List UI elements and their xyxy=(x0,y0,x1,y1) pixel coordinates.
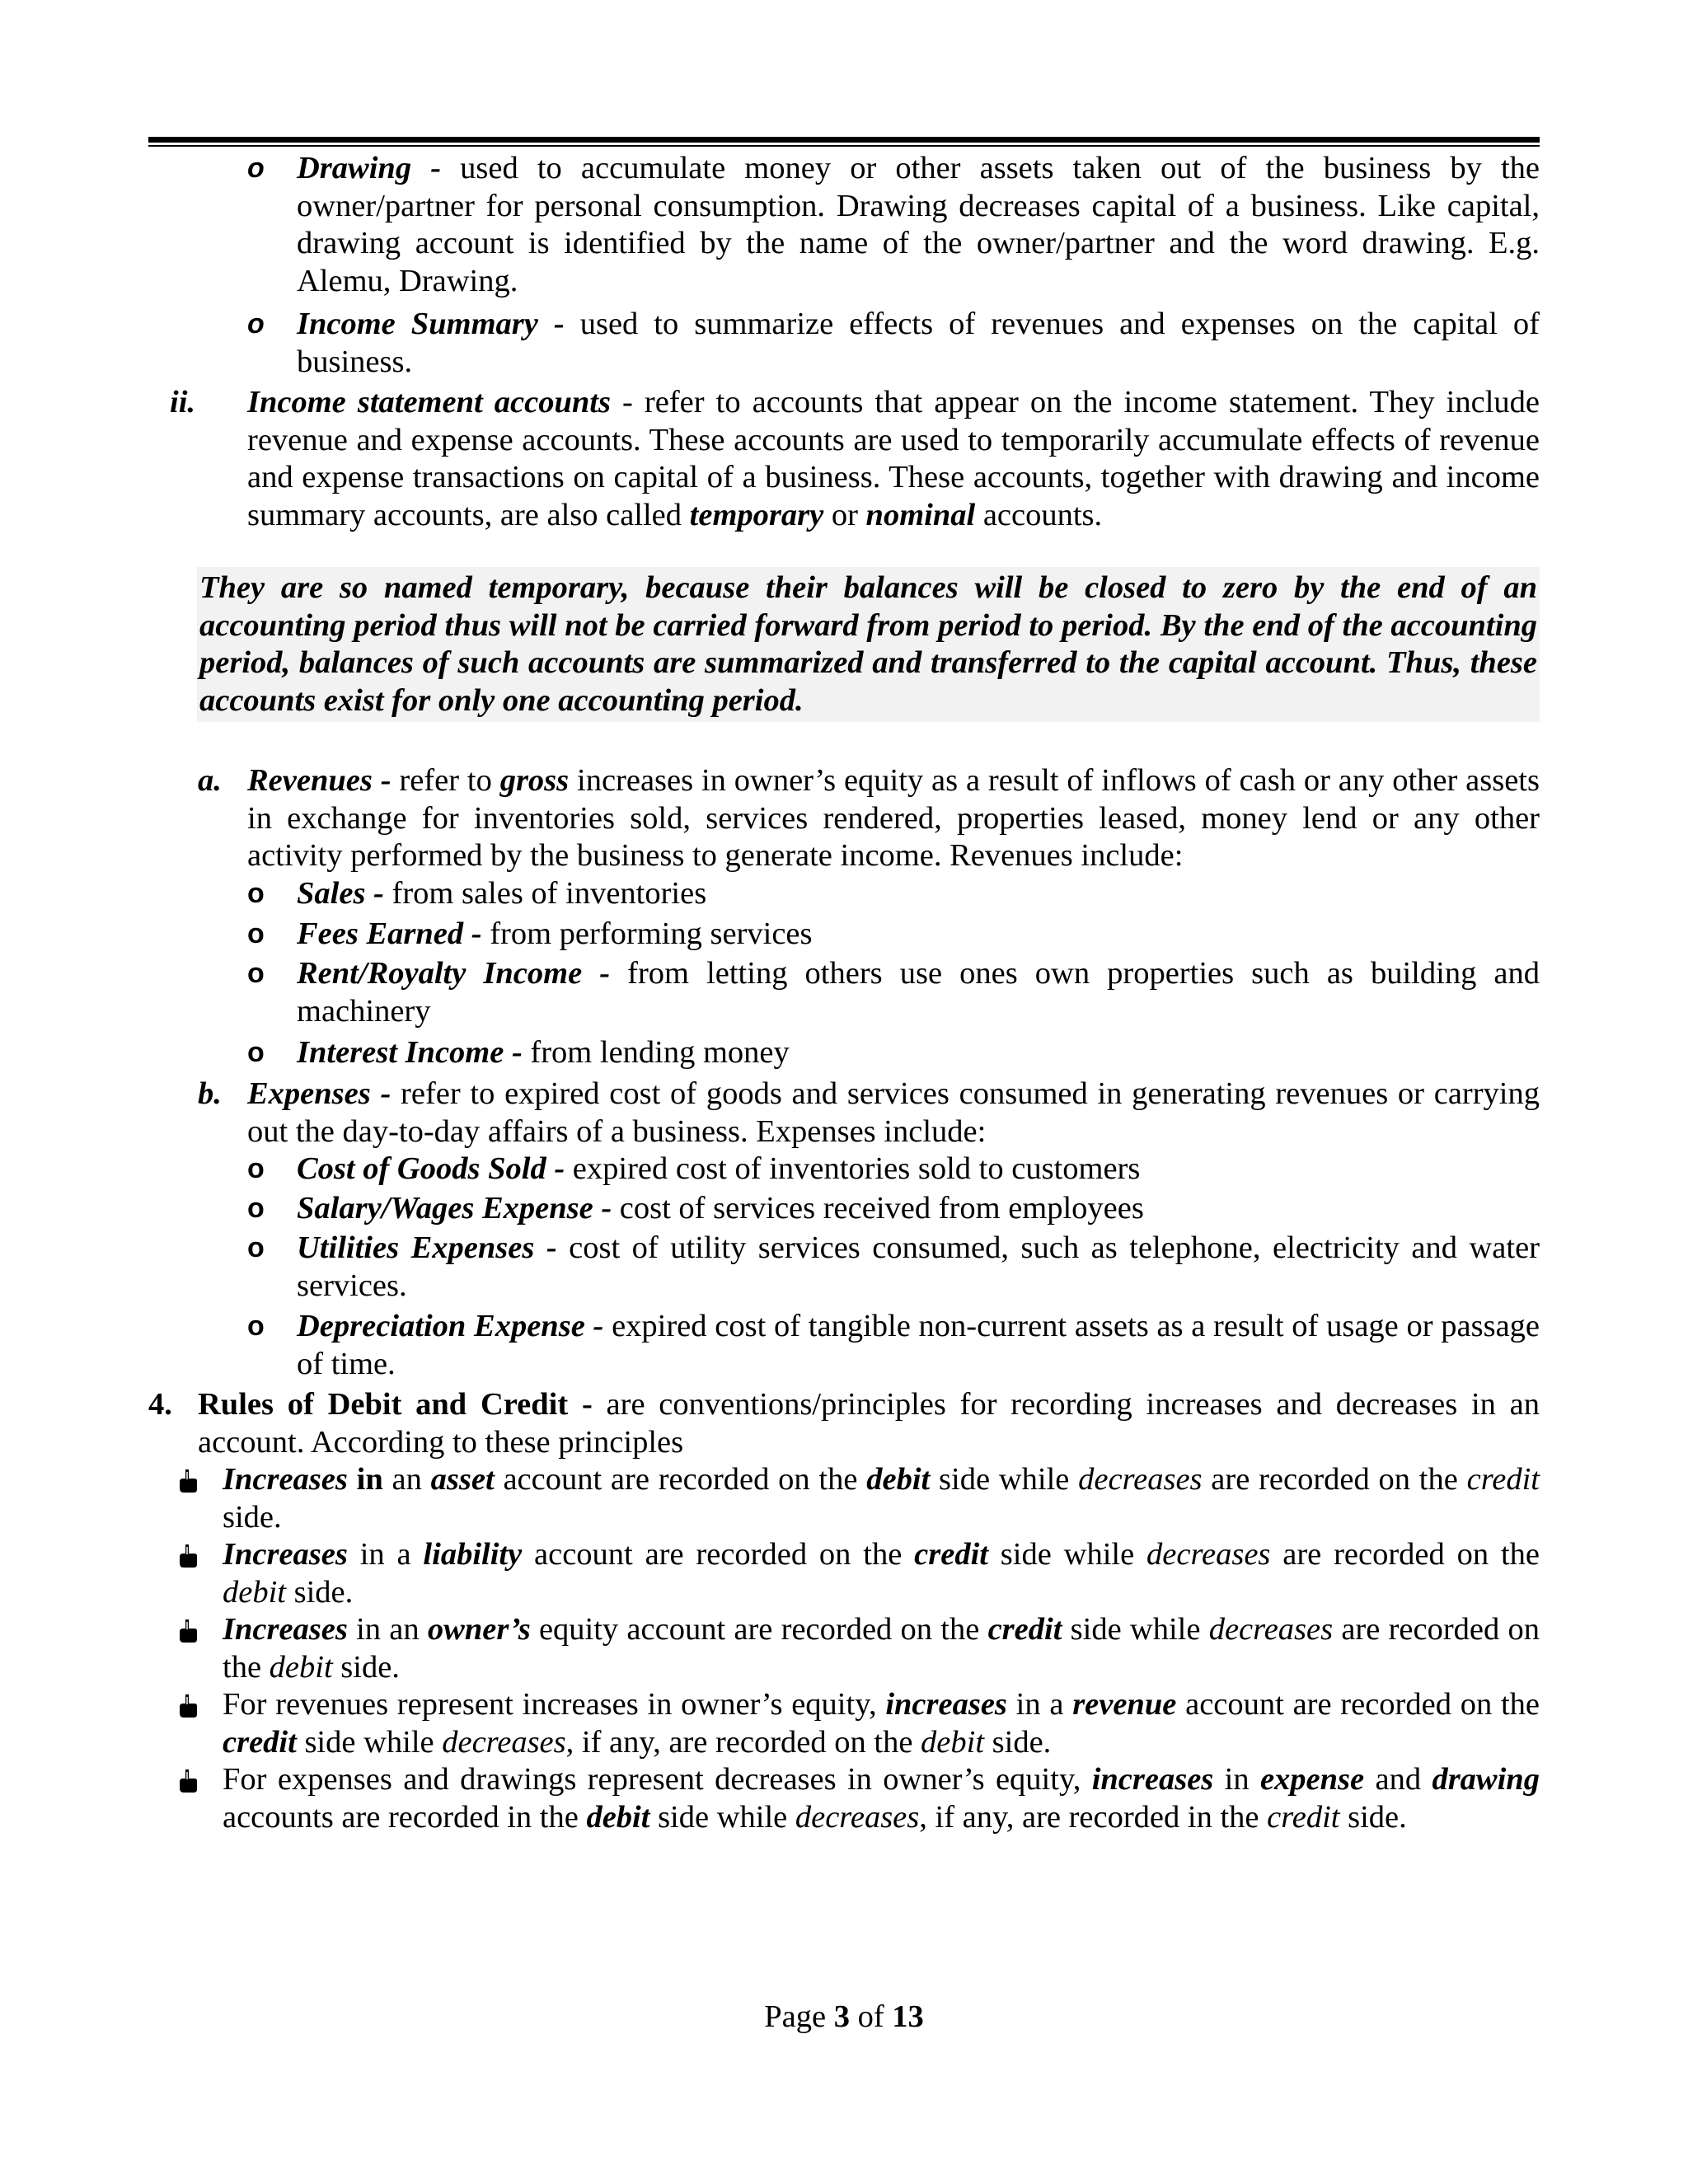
rule-text: owner’s xyxy=(427,1612,531,1647)
rule-text: side. xyxy=(1339,1799,1407,1835)
item-term: Rent/Royalty Income - xyxy=(297,956,611,991)
rule-text: increases xyxy=(885,1687,1007,1722)
item-text: from lending money xyxy=(522,1035,790,1070)
rule-text: an xyxy=(382,1462,431,1497)
item-term: Sales - xyxy=(297,876,384,911)
expense-item-depreciation xyxy=(297,1308,1540,1383)
rule-text: side while xyxy=(1062,1612,1209,1647)
drawing-item xyxy=(297,150,1540,300)
rule-text: side. xyxy=(285,1574,354,1610)
rule-text: credit xyxy=(987,1612,1062,1647)
bullet-marker: o xyxy=(247,1310,265,1342)
expense-item-cogs xyxy=(297,1151,1140,1188)
drawing-text: used to accumulate money or other assets taken out of the business by the owner/partner for personal consumption. Drawing decreases capital of a business. Like capital, drawing account is identified by the name of the owner/partner and the word drawing. E.g. Alemu, Drawing. xyxy=(297,151,1540,298)
temporary-term: temporary xyxy=(689,497,824,532)
rule-text: For revenues represent increases in owner’s equity, xyxy=(223,1687,886,1722)
rule-text: decreases xyxy=(1146,1537,1271,1572)
bullet-marker: o xyxy=(247,878,265,909)
current-page: 3 xyxy=(833,1999,850,2034)
rule-text: debit xyxy=(921,1724,985,1760)
nominal-term: nominal xyxy=(865,497,976,532)
revenues-item xyxy=(247,762,1540,875)
income-statement-term: Income statement accounts xyxy=(247,385,611,419)
rule-text: debit xyxy=(269,1649,333,1685)
income-statement-text: or xyxy=(823,497,866,532)
item-term: Fees Earned - xyxy=(297,916,482,951)
rule-liability xyxy=(223,1536,1540,1611)
rule-text: side. xyxy=(223,1499,282,1535)
drawing-term: Drawing - xyxy=(297,151,442,185)
rule-text: account are recorded on the xyxy=(1176,1687,1540,1722)
revenue-item-interest xyxy=(297,1034,790,1072)
rule-text: , if any, are recorded in the xyxy=(919,1799,1268,1835)
rule-text: For expenses and drawings represent decreases in owner’s equity, xyxy=(223,1762,1092,1797)
bullet-marker: o xyxy=(247,958,265,989)
rule-text: liability xyxy=(423,1537,523,1572)
list-marker: ii. xyxy=(170,385,196,419)
bullet-marker: o xyxy=(247,308,265,340)
income-statement-text: - refer to accounts that appear on the income statement. They include revenue and expense accounts. These accounts are used to temporarily accumulate effects of revenue and expense transactions on capital of a business. These accounts, together with drawing and income summary accounts, are also called xyxy=(247,385,1540,532)
income-summary-text: used to summarize effects of revenues and expenses on the capital of business. xyxy=(297,307,1540,379)
footer-text: of xyxy=(849,1999,893,2034)
bullet-marker: o xyxy=(247,1193,265,1224)
rule-text: increases xyxy=(1091,1762,1214,1797)
rule-text: in an xyxy=(347,1612,428,1647)
rule-text: credit xyxy=(1267,1799,1340,1835)
rule-text: drawing xyxy=(1432,1762,1540,1797)
header-rule xyxy=(148,137,1540,143)
gross-term: gross xyxy=(499,763,570,798)
item-text: cost of utility services consumed, such as telephone, electricity and water services. xyxy=(297,1230,1540,1303)
rule-text: side. xyxy=(984,1724,1052,1760)
bullet-marker: o xyxy=(247,1232,265,1263)
income-statement-text: accounts. xyxy=(975,497,1103,532)
pointing-hand-icon xyxy=(178,1694,198,1718)
rule-text: asset xyxy=(430,1462,495,1497)
income-summary-term: Income Summary - xyxy=(297,307,565,341)
bullet-marker: o xyxy=(247,918,265,949)
revenue-item-rent xyxy=(297,955,1540,1030)
income-summary-item xyxy=(297,306,1540,381)
section-number: 4. xyxy=(148,1387,172,1422)
rule-text: Increases xyxy=(223,1537,348,1572)
rules-text: are conventions/principles for recording increases and decreases in an account. According to these principles xyxy=(198,1387,1540,1460)
rule-text: , if any, are recorded on the xyxy=(565,1724,921,1760)
bullet-marker: o xyxy=(247,1037,265,1068)
item-term: Utilities Expenses - xyxy=(297,1230,557,1265)
revenue-item-fees xyxy=(297,916,812,954)
item-term: Interest Income - xyxy=(297,1035,523,1070)
item-text: from sales of inventories xyxy=(383,876,707,911)
rule-text: are recorded on the xyxy=(223,1612,1540,1685)
income-statement-item xyxy=(247,384,1540,534)
rules-intro xyxy=(198,1386,1540,1461)
rule-text: debit xyxy=(223,1574,286,1610)
pointing-hand-icon xyxy=(178,1469,198,1493)
rule-text: Increases xyxy=(223,1462,348,1497)
revenues-term: Revenues - xyxy=(247,763,392,798)
rule-text: Increases xyxy=(223,1612,348,1647)
rule-text: in a xyxy=(347,1537,424,1572)
rule-text: in xyxy=(347,1462,383,1497)
rule-text: in xyxy=(1213,1762,1260,1797)
item-term: Cost of Goods Sold - xyxy=(297,1151,565,1186)
rule-text: side while xyxy=(930,1462,1079,1497)
rule-text: debit xyxy=(586,1799,650,1835)
expenses-term: Expenses - xyxy=(247,1076,392,1111)
rule-text: side while xyxy=(296,1724,443,1760)
item-text: from letting others use ones own properties such as building and machinery xyxy=(297,956,1540,1029)
item-text: expired cost of tangible non-current assets as a result of usage or passage of time. xyxy=(297,1309,1540,1381)
item-term: Depreciation Expense - xyxy=(297,1309,604,1343)
pointing-hand-icon xyxy=(178,1544,198,1568)
rule-text: decreases xyxy=(795,1799,920,1835)
footer-text: Page xyxy=(764,1999,834,2034)
rule-text: side. xyxy=(332,1649,400,1685)
rule-text: side while xyxy=(649,1799,795,1835)
item-text: cost of services received from employees xyxy=(612,1191,1144,1226)
expenses-text: refer to expired cost of goods and services consumed in generating revenues or carrying out the day-to-day affairs of a business. Expenses include: xyxy=(247,1076,1540,1149)
rule-text: account are recorded on the xyxy=(522,1537,915,1572)
rule-text: are recorded on the xyxy=(1202,1462,1467,1497)
item-text: from performing services xyxy=(481,916,813,951)
page-number xyxy=(0,1999,1688,2036)
rule-text: and xyxy=(1364,1762,1432,1797)
revenues-text: increases in owner’s equity as a result of inflows of cash or any other assets in exchange for inventories sold, services rendered, properties leased, money lend or any other activity performed by the business to generate income. Revenues include: xyxy=(247,763,1540,873)
rule-text: decreases xyxy=(1078,1462,1203,1497)
bullet-marker: o xyxy=(247,1153,265,1184)
list-marker: a. xyxy=(198,763,222,798)
revenue-item-sales xyxy=(297,875,706,913)
total-pages: 13 xyxy=(892,1999,924,2034)
rule-text: in a xyxy=(1006,1687,1073,1722)
rule-owners-equity xyxy=(223,1611,1540,1686)
rules-title: Rules of Debit and Credit - xyxy=(198,1387,593,1422)
rule-text: are recorded on the xyxy=(1270,1537,1540,1572)
pointing-hand-icon xyxy=(178,1769,198,1793)
rule-expense-drawing xyxy=(223,1761,1540,1836)
note-text: They are so named temporary, because their balances will be closed to zero by the end of an accounting period thus will not be carried forward from period to period. By the end of the accounting period, balances of such accounts are summarized and transferred to the capital account. Thus, these accounts exist for only one accounting period. xyxy=(199,570,1537,718)
rule-text: decreases xyxy=(442,1724,566,1760)
revenues-text: refer to xyxy=(391,763,500,798)
rule-asset xyxy=(223,1461,1540,1536)
expense-item-utilities xyxy=(297,1230,1540,1305)
rule-text: revenue xyxy=(1072,1687,1177,1722)
list-marker: b. xyxy=(198,1076,222,1111)
pointing-hand-icon xyxy=(178,1619,198,1643)
rule-text: side while xyxy=(987,1537,1147,1572)
rule-revenue xyxy=(223,1686,1540,1761)
rule-text: credit xyxy=(914,1537,988,1572)
rule-text: debit xyxy=(866,1462,931,1497)
rule-text: equity account are recorded on the xyxy=(530,1612,988,1647)
rule-text: credit xyxy=(1466,1462,1540,1497)
expense-item-salary xyxy=(297,1190,1144,1228)
rule-text: expense xyxy=(1259,1762,1365,1797)
highlighted-note xyxy=(197,567,1540,722)
item-term: Salary/Wages Expense - xyxy=(297,1191,612,1226)
item-text: expired cost of inventories sold to customers xyxy=(565,1151,1141,1186)
header-rule-thin xyxy=(148,145,1540,147)
bullet-marker: o xyxy=(247,152,265,184)
rule-text: account are recorded on the xyxy=(494,1462,867,1497)
rule-text: decreases xyxy=(1208,1612,1334,1647)
rule-text: credit xyxy=(223,1724,297,1760)
expenses-item xyxy=(247,1076,1540,1151)
rule-text: accounts are recorded in the xyxy=(223,1799,587,1835)
